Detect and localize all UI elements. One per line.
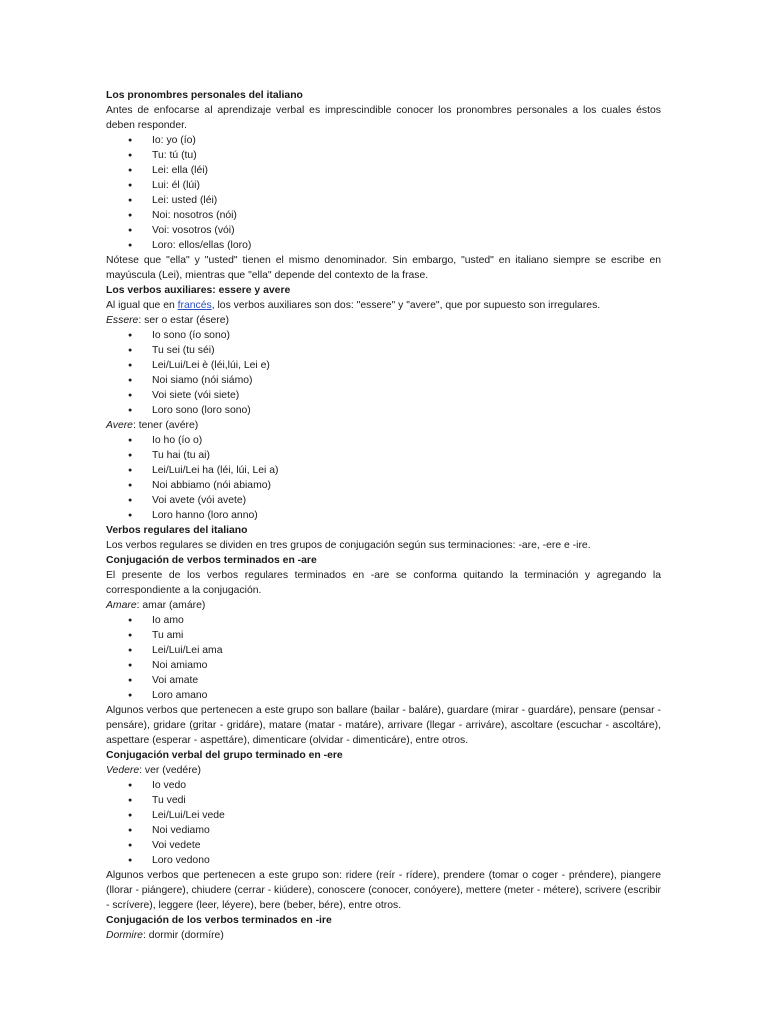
heading-conjugacion-ire: Conjugación de los verbos terminados en -ire bbox=[106, 915, 332, 926]
list-item: ● Io vedo bbox=[106, 778, 661, 793]
verb-definition-dormire bbox=[106, 928, 661, 943]
list-item: ● Io sono (ío sono) bbox=[106, 328, 661, 343]
list-item: ● Tu sei (tu séi) bbox=[106, 343, 661, 358]
verb-name: Avere bbox=[106, 420, 133, 431]
list-item: ● Noi abbiamo (nói abiamo) bbox=[106, 478, 661, 493]
list-item: ● Lei: usted (léi) bbox=[106, 193, 661, 208]
list-item: ● Lei/Lui/Lei ha (léi, lúi, Lei a) bbox=[106, 463, 661, 478]
list-item: ● Voi siete (vói siete) bbox=[106, 388, 661, 403]
paragraph-pronombres-note: Nótese que "ella" y "usted" tienen el mismo denominador. Sin embargo, "usted" en italiano siempre se escribe en mayúscula (Lei), mientras que "ella" depende del contexto de la frase. bbox=[106, 255, 661, 281]
list-item: ● Lei: ella (léi) bbox=[106, 163, 661, 178]
list-item: ● Tu vedi bbox=[106, 793, 661, 808]
paragraph-are-examples: Algunos verbos que pertenecen a este grupo son ballare (bailar - baláre), guardare (mirar - guardáre), pensare (pensar - pensáre), gridare (gritar - gridáre), matare (matar - matáre), arrivare (llegar - arriváre), ascoltare (escuchar - ascoltáre), aspettare (esperar - aspettáre), dimenticare (olvidar - dimenticáre), entre otros. bbox=[106, 705, 661, 746]
verb-definition-vedere bbox=[106, 763, 661, 778]
list-vedere bbox=[106, 778, 661, 868]
verb-name: Amare bbox=[106, 600, 137, 611]
list-item: ● Loro: ellos/ellas (loro) bbox=[106, 238, 661, 253]
paragraph-auxiliares-intro bbox=[106, 298, 661, 313]
list-item: ● Voi vedete bbox=[106, 838, 661, 853]
verb-name: Vedere bbox=[106, 765, 140, 776]
paragraph-conjugacion-are: El presente de los verbos regulares terminados en -are se conforma quitando la terminación y agregando la correspondiente a la conjugación. bbox=[106, 570, 661, 596]
verb-meaning: : amar (amáre) bbox=[136, 600, 206, 611]
heading-conjugacion-ere: Conjugación verbal del grupo terminado en -ere bbox=[106, 750, 343, 761]
list-item: ● Loro hanno (loro anno) bbox=[106, 508, 661, 523]
list-avere bbox=[106, 433, 661, 523]
list-item: ● Noi siamo (nói siámo) bbox=[106, 373, 661, 388]
verb-definition-amare bbox=[106, 598, 661, 613]
list-item: ● Voi: vosotros (vói) bbox=[106, 223, 661, 238]
list-item: ● Noi amiamo bbox=[106, 658, 661, 673]
list-item: ● Tu hai (tu ai) bbox=[106, 448, 661, 463]
verb-meaning: : tener (avére) bbox=[132, 420, 199, 431]
intro-text-pre: Al igual que en bbox=[106, 300, 178, 311]
list-item: ● Loro vedono bbox=[106, 853, 661, 868]
heading-auxiliares: Los verbos auxiliares: essere y avere bbox=[106, 285, 291, 296]
list-item: ● Io: yo (ío) bbox=[106, 133, 661, 148]
heading-verbos-regulares: Verbos regulares del italiano bbox=[106, 525, 248, 536]
list-item: ● Lei/Lui/Lei ama bbox=[106, 643, 661, 658]
list-item: ● Loro sono (loro sono) bbox=[106, 403, 661, 418]
list-item: ● Lei/Lui/Lei è (léi,lúi, Lei e) bbox=[106, 358, 661, 373]
intro-text-post: , los verbos auxiliares son dos: "essere" y "avere", que por supuesto son irregulares. bbox=[211, 300, 601, 311]
list-item: ● Io ho (ío o) bbox=[106, 433, 661, 448]
link-frances[interactable]: francés bbox=[177, 300, 212, 311]
list-pronombres bbox=[106, 133, 661, 253]
list-item: ● Loro amano bbox=[106, 688, 661, 703]
list-essere bbox=[106, 328, 661, 418]
heading-pronombres: Los pronombres personales del italiano bbox=[106, 90, 303, 101]
list-item: ● Io amo bbox=[106, 613, 661, 628]
heading-conjugacion-are: Conjugación de verbos terminados en -are bbox=[106, 555, 317, 566]
verb-meaning: : ver (vedére) bbox=[139, 765, 201, 776]
document-page bbox=[106, 88, 661, 943]
verb-definition-essere bbox=[106, 313, 661, 328]
list-item: ● Voi amate bbox=[106, 673, 661, 688]
verb-name: Essere bbox=[106, 315, 139, 326]
list-item: ● Tu: tú (tu) bbox=[106, 148, 661, 163]
paragraph-verbos-regulares: Los verbos regulares se dividen en tres grupos de conjugación según sus terminaciones: -are, -ere e -ire. bbox=[106, 540, 591, 551]
list-item: ● Lei/Lui/Lei vede bbox=[106, 808, 661, 823]
verb-name: Dormire bbox=[106, 930, 143, 941]
list-item: ● Tu ami bbox=[106, 628, 661, 643]
list-item: ● Lui: él (lúi) bbox=[106, 178, 661, 193]
paragraph-pronombres-intro: Antes de enfocarse al aprendizaje verbal es imprescindible conocer los pronombres personales a los cuales éstos deben responder. bbox=[106, 105, 661, 131]
paragraph-ere-examples: Algunos verbos que pertenecen a este grupo son: ridere (reír - rídere), prendere (tomar o coger - préndere), piangere (llorar - piángere), chiudere (cerrar - kiúdere), conoscere (conocer, conóyere), mettere (meter - métere), scrivere (escribir - scrívere), leggere (leer, léyere), bere (beber, bére), entre otros. bbox=[106, 870, 661, 911]
verb-definition-avere bbox=[106, 418, 661, 433]
list-item: ● Noi: nosotros (nói) bbox=[106, 208, 661, 223]
list-amare bbox=[106, 613, 661, 703]
verb-meaning: : dormir (dormíre) bbox=[142, 930, 224, 941]
list-item: ● Voi avete (vói avete) bbox=[106, 493, 661, 508]
list-item: ● Noi vediamo bbox=[106, 823, 661, 838]
verb-meaning: : ser o estar (ésere) bbox=[138, 315, 230, 326]
